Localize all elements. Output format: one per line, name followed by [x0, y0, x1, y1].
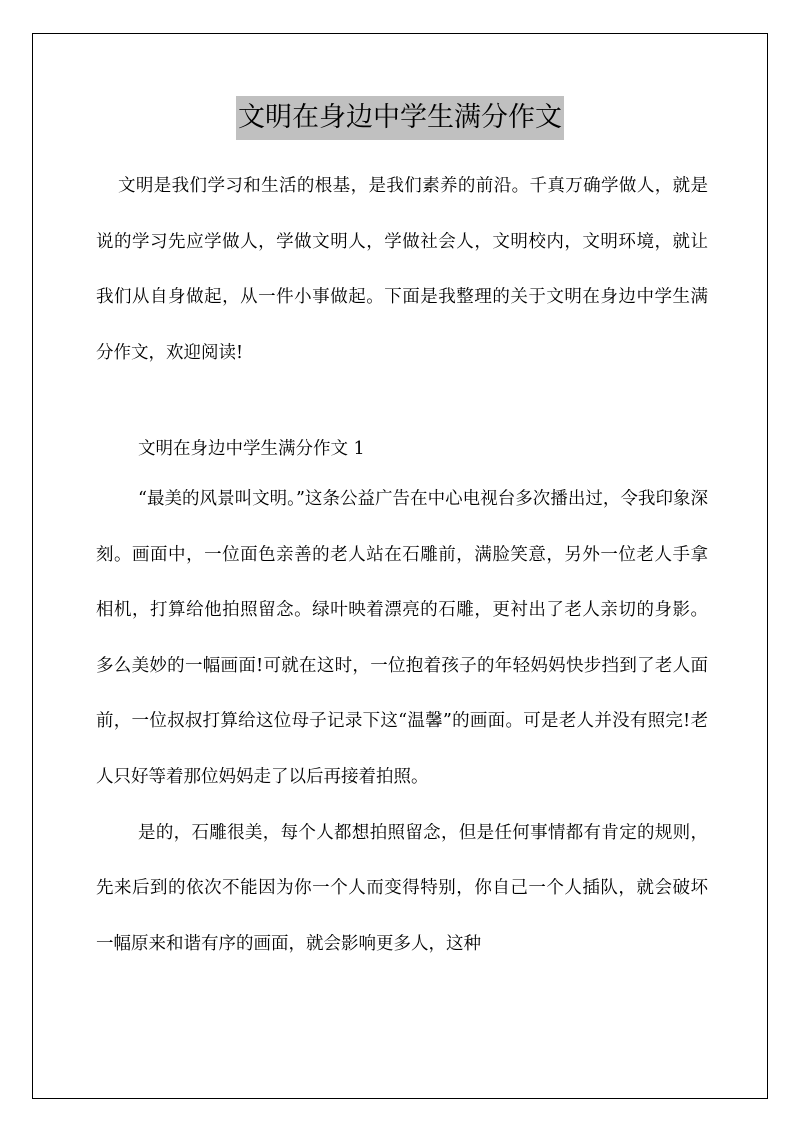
body-paragraph: “最美的风景叫文明。”这条公益广告在中心电视台多次播出过，令我印象深刻。画面中，一位面色亲善的老人站在石雕前，满脸笑意，另外一位老人手拿相机，打算给他拍照留念。绿叶映着漂亮的石雕，更衬出了老人亲切的身影。多么美妙的一幅画面!可就在这时，一位抱着孩子的年轻妈妈快步挡到了老人面前，一位叔叔打算给这位母子记录下这“温馨”的画面。可是老人并没有照完!老人只好等着那位妈妈走了以后再接着拍照。 — [96, 489, 708, 787]
section-heading: 文明在身边中学生满分作文 1 — [138, 439, 365, 459]
intro-paragraph: 文明是我们学习和生活的根基，是我们素养的前沿。千真万确学做人，就是说的学习先应学做人，学做文明人，学做社会人，文明校内，文明环境，就让我们从自身做起，从一件小事做起。下面是我整理的关于文明在身边中学生满分作文，欢迎阅读! — [96, 176, 708, 363]
document-title: 文明在身边中学生满分作文 — [236, 96, 564, 140]
title-container — [0, 96, 800, 140]
intro-block — [96, 159, 708, 381]
section-body — [96, 472, 708, 972]
body-paragraph: 是的，石雕很美，每个人都想拍照留念，但是任何事情都有肯定的规则，先来后到的依次不能因为你一个人而变得特别，你自己一个人插队，就会破坏一幅原来和谐有序的画面，就会影响更多人，这种 — [96, 822, 708, 954]
